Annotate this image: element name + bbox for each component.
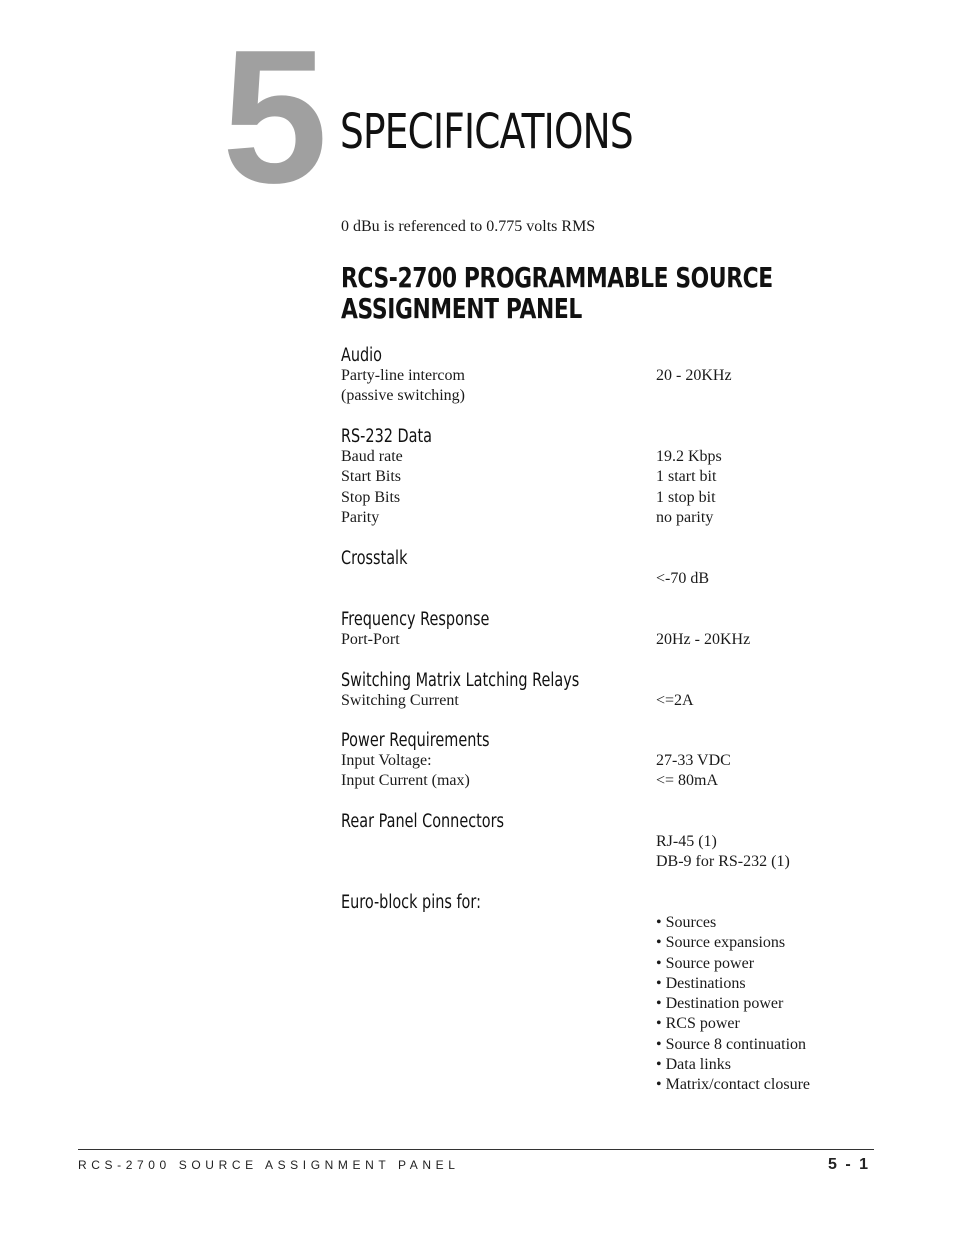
spec-value: • Source expansions [656,934,786,952]
spec-group-switching-relays [341,671,861,711]
spec-group-title: Switching Matrix Latching Relays [341,670,580,691]
spec-row [341,1035,861,1055]
chapter-number: 5 [222,11,324,223]
spec-value: 1 stop bit [656,488,716,506]
spec-row [341,630,861,650]
spec-group-audio [341,346,861,407]
spec-value: • Source power [656,954,755,972]
spec-row [341,913,861,933]
spec-row [341,974,861,994]
spec-label: Input Current (max) [341,772,470,790]
spec-value: • Source 8 continuation [656,1035,807,1053]
spec-value: <= 80mA [656,772,719,790]
spec-group-euro-block-pins [341,893,861,1096]
spec-group-title: Audio [341,345,383,366]
spec-value: RJ-45 (1) [656,833,717,850]
section-title: RCS-2700 PROGRAMMABLE SOURCE ASSIGNMENT PANEL [341,261,773,325]
spec-value: 27-33 VDC [656,752,731,769]
footer-running-title: RCS-2700 SOURCE ASSIGNMENT PANEL [78,1158,460,1172]
spec-label: Party-line intercom [341,367,465,384]
spec-value: • RCS power [656,1015,740,1033]
spec-value: • Matrix/contact closure [656,1076,810,1094]
spec-group-title: Power Requirements [341,730,490,751]
spec-row [341,933,861,953]
spec-group-title: Euro-block pins for: [341,892,481,913]
spec-row [341,832,861,852]
spec-label: Switching Current [341,692,459,709]
spec-group-power [341,731,861,792]
page-number: 5 - 1 [827,1156,870,1173]
spec-label: Input Voltage: [341,752,432,769]
spec-group-frequency-response [341,610,861,650]
spec-row [341,751,861,771]
spec-row [341,467,861,487]
reference-note: 0 dBu is referenced to 0.775 volts RMS [341,218,596,235]
spec-value: no parity [656,508,714,526]
spec-row [341,954,861,974]
spec-row [341,1014,861,1034]
spec-row [341,508,861,528]
spec-label: Start Bits [341,468,402,486]
footer-divider [78,1149,874,1150]
spec-row [341,1055,861,1075]
spec-group-rear-connectors [341,812,861,873]
spec-value: 20 - 20KHz [656,367,732,384]
spec-value: 20Hz - 20KHz [656,631,751,648]
spec-label: Port-Port [341,631,400,648]
spec-row [341,366,861,386]
spec-row [341,386,861,406]
spec-group-rs232 [341,427,861,528]
spec-label: Stop Bits [341,488,401,506]
spec-value: • Sources [656,914,717,931]
spec-row [341,447,861,467]
spec-row [341,771,861,791]
spec-row [341,852,861,872]
spec-value: • Destinations [656,974,746,992]
spec-label: (passive switching) [341,387,465,405]
spec-group-crosstalk [341,549,861,589]
spec-label: Parity [341,508,380,526]
spec-value: <=2A [656,692,694,709]
spec-label: Baud rate [341,448,403,465]
spec-group-title: RS-232 Data [341,426,432,447]
spec-value: <-70 dB [656,570,710,587]
spec-group-title: Rear Panel Connectors [341,811,505,832]
spec-value: DB-9 for RS-232 (1) [656,853,790,871]
spec-row [341,994,861,1014]
spec-row [341,1075,861,1095]
spec-row [341,569,861,589]
spec-row [341,488,861,508]
spec-value: • Data links [656,1056,731,1074]
spec-value: • Destination power [656,995,784,1013]
spec-group-title: Crosstalk [341,548,408,569]
spec-value: 19.2 Kbps [656,448,722,465]
spec-group-title: Frequency Response [341,609,490,630]
spec-row [341,691,861,711]
chapter-title: SPECIFICATIONS [340,104,633,160]
spec-value: 1 start bit [656,468,717,486]
